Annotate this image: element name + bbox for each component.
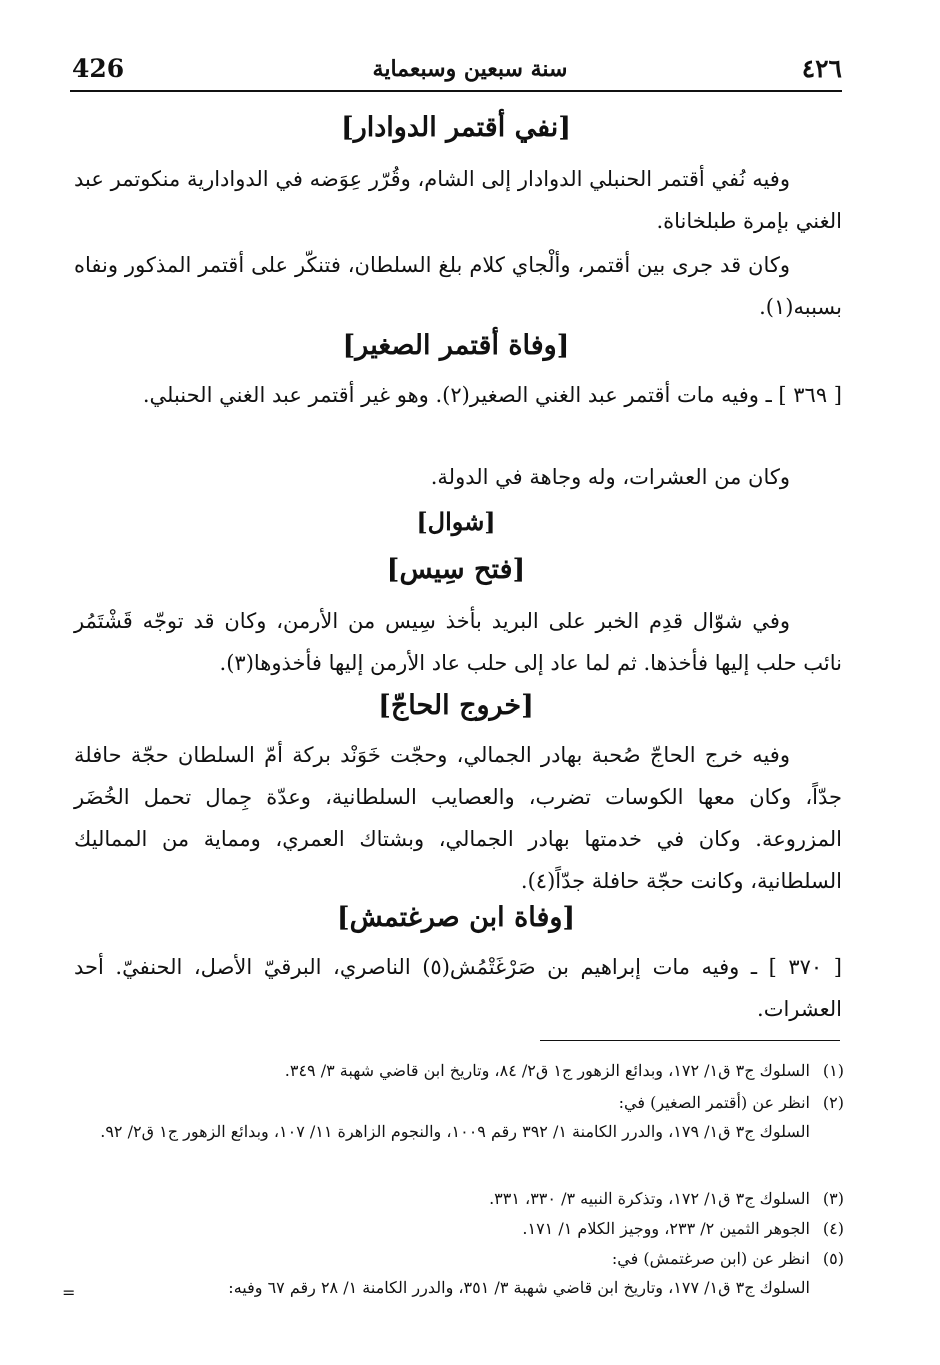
footnote-rule	[540, 1040, 840, 1041]
entry-paragraph	[74, 946, 842, 1030]
footnote-text: السلوك ج٣ ق١/ ١٧٢، وبدائع الزهور ج١ ق٢/ ٨٤، وتاريخ ابن قاضي شهبة ٣/ ٣٤٩.	[284, 1061, 810, 1080]
paragraph	[74, 456, 842, 498]
section-heading: [نفي أقتمر الدوادار]	[340, 112, 572, 143]
footnote	[60, 1056, 844, 1085]
footnote-number: (٢)	[822, 1093, 844, 1112]
footnote-text: انظر عن (أقتمر الصغير) في:	[618, 1093, 810, 1112]
footnote-text: الجوهر الثمين ٢/ ٢٣٣، ووجيز الكلام ١/ ١٧١.	[522, 1219, 810, 1238]
paragraph-text: وفيه نُفي أقتمر الحنبلي الدوادار إلى الشام، وقُرّر عِوَضه في الدوادارية منكوتمر عبد الغني بإمرة طبلخاناة.	[74, 167, 842, 233]
paragraph	[74, 244, 842, 328]
paragraph	[74, 158, 842, 242]
page-number-arabic: ٤٢٦	[801, 54, 842, 83]
paragraph	[74, 600, 842, 684]
entry-paragraph	[74, 374, 842, 416]
footnote-text: انظر عن (ابن صرغتمش) في:	[611, 1249, 810, 1268]
footnote	[60, 1244, 844, 1302]
month-heading: [شوال]	[416, 507, 496, 536]
section-heading: [وفاة أقتمر الصغير]	[342, 330, 570, 361]
section-heading: [وفاة ابن صرغتمش]	[336, 902, 576, 933]
footnote-number: (٥)	[822, 1249, 844, 1268]
paragraph-text: وكان قد جرى بين أقتمر، وألْجاي كلام بلغ السلطان، فتنكّر على أقتمر المذكور ونفاه بسببه(١).	[74, 253, 842, 319]
footnote-text: السلوك ج٣ ق١/ ١٧٢، وتذكرة النبيه ٣/ ٣٣٠، ٣٣١.	[489, 1189, 810, 1208]
footnote	[60, 1184, 844, 1213]
footnote-number: (٤)	[822, 1219, 844, 1238]
footnote-continuation: السلوك ج٣ ق١/ ١٧٩، والدرر الكامنة ١/ ٣٩٢ رقم ١٠٠٩، والنجوم الزاهرة ١١/ ١٠٧، وبدائع الزهور ج١ ق٢/ ٩٢.	[100, 1122, 810, 1141]
footnote	[60, 1214, 844, 1243]
paragraph-text: وفي شوّال قدِم الخبر على البريد بأخذ سِيس من الأرمن، وكان قد توجّه قَشْتَمُر نائب حلب إليها فأخذها. ثم لما عاد إلى حلب عاد الأرمن إليها فأخذوها(٣).	[74, 609, 842, 675]
paragraph-text: وكان من العشرات، وله وجاهة في الدولة.	[430, 465, 790, 489]
paragraph	[74, 734, 842, 902]
paragraph-text: وفيه خرج الحاجّ صُحبة بهادر الجمالي، وحجّت خَوَنْد بركة أمّ السلطان حجّة حافلة جدّاً، وكان معها الكوسات تضرب، والعصايب السلطانية، وعدّة جِمال تحمل الخُضَر المزروعة. وكان في خدمتها بهادر الجمالي، وبشتاك العمري، ومماية من المماليك السلطانية، وكانت حجّة حافلة جدّاً(٤).	[74, 743, 843, 893]
page-number-latin: 426	[72, 54, 125, 83]
continuation-mark: =	[62, 1283, 76, 1302]
footnote-number: (١)	[822, 1061, 844, 1080]
footnote-continuation: السلوك ج٣ ق١/ ١٧٧، وتاريخ ابن قاضي شهبة ٣/ ٣٥١، والدرر الكامنة ١/ ٢٨ رقم ٦٧ وفيه:	[228, 1278, 810, 1297]
section-heading: [خروج الحاجّ]	[378, 690, 534, 721]
header-rule	[70, 90, 842, 92]
paragraph-text: [ ٣٦٩ ] ـ وفيه مات أقتمر عبد الغني الصغير(٢). وهو غير أقتمر عبد الغني الحنبلي.	[142, 383, 842, 407]
footnote-number: (٣)	[822, 1189, 844, 1208]
running-title: سنة سبعين وسبعماية	[372, 56, 568, 82]
footnote	[60, 1088, 844, 1146]
paragraph-text: [ ٣٧٠ ] ـ وفيه مات إبراهيم بن صَرْغَتْمُش(٥) الناصري، البرقيّ الأصل، الحنفيّ. أحد العشرات.	[74, 955, 842, 1021]
section-heading: [فتح سِيس]	[386, 554, 526, 585]
